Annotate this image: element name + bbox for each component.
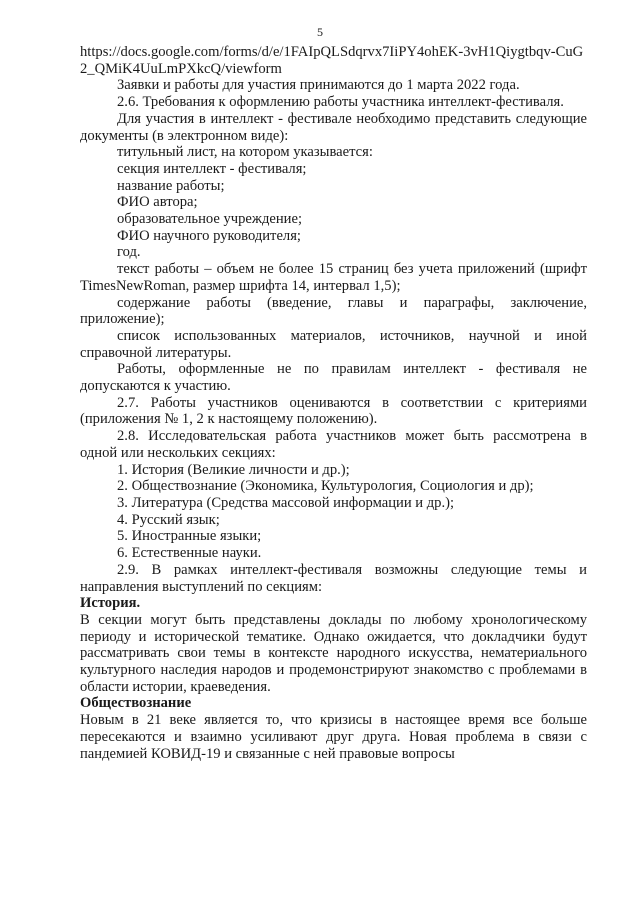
documents-intro: Для участия в интеллект - фестивале необходимо представить следующие документы (в электронном виде): — [80, 110, 587, 144]
list-item: 4. Русский язык; — [117, 511, 220, 528]
title-page-text: титульный лист, на котором указывается: — [117, 144, 373, 161]
section-2-8: 2.8. Исследовательская работа участников может быть рассмотрена в одной или нескольких секциях: — [80, 428, 587, 461]
social-studies-text: Новым в 21 веке является то, что кризисы в настоящее время все больше пересекаются и взаимно усиливают друг друга. Новая проблема в связи с пандемией КОВИД-19 и связанные с ней правовые вопросы — [80, 712, 587, 762]
social-studies-heading: Обществознание — [80, 695, 192, 712]
rules-note: Работы, оформленные не по правилам интеллект - фестиваля не допускаются к участию. — [80, 361, 587, 395]
section-2-9: 2.9. В рамках интеллект-фестиваля возможны следующие темы и направления выступлений по секциям: — [80, 561, 587, 595]
title-item: секция интеллект - фестиваля; — [117, 160, 307, 177]
history-text: В секции могут быть представлены доклады по любому хронологическому периоду и исторической тематике. Однако ожидается, что докладчики будут рассматривать свои темы в контексте народного искусства, нематериального культурного наследия народов и продемонстрируют знакомство с проблемами в области истории, краеведения. — [80, 611, 587, 695]
list-item: 3. Литература (Средства массовой информации и др.); — [117, 494, 455, 511]
section-2-7: 2.7. Работы участников оцениваются в соответствии с критериями (приложения № 1, 2 к настоящему положению). — [80, 394, 587, 428]
history-heading: История. — [80, 595, 141, 612]
section-2-6: 2.6. Требования к оформлению работы участника интеллект-фестиваля. — [117, 94, 564, 111]
page-number: 5 — [317, 25, 323, 39]
work-text-requirements: текст работы – объем не более 15 страниц без учета приложений (шрифт TimesNewRoman, размер шрифта 14, интервал 1,5); — [80, 261, 587, 294]
list-item: 2. Обществознание (Экономика, Культурология, Социология и др); — [117, 478, 534, 495]
title-item: ФИО автора; — [117, 194, 198, 211]
references-requirements: список использованных материалов, источников, научной и иной справочной литературы. — [80, 327, 587, 361]
deadline-text: Заявки и работы для участия принимаются до 1 марта 2022 года. — [117, 77, 520, 94]
list-item: 6. Естественные науки. — [117, 545, 262, 562]
sections-list — [80, 462, 587, 562]
title-item: образовательное учреждение; — [117, 211, 303, 228]
form-url-link[interactable]: https://docs.google.com/forms/d/e/1FAIpQLSdqrvx7IiPY4ohEK-3vH1Qiygtbqv-CuG2_QMiK4UuLmPXkcQ/viewform — [80, 44, 584, 77]
document-body — [80, 44, 587, 762]
title-item: ФИО научного руководителя; — [117, 227, 301, 244]
work-content-requirements: содержание работы (введение, главы и параграфы, заключение, приложение); — [80, 294, 587, 328]
list-item: 5. Иностранные языки; — [117, 528, 262, 545]
title-item: год. — [117, 244, 141, 261]
list-item: 1. История (Великие личности и др.); — [117, 461, 350, 478]
title-item: название работы; — [117, 177, 225, 194]
